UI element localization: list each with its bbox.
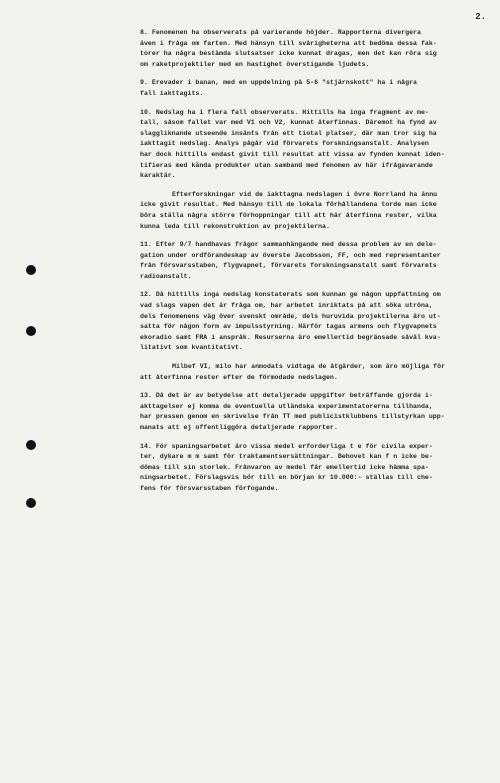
text-line: 14. För spaningsarbetet äro vissa medel erforderliga t e för civila exper-	[140, 442, 433, 450]
text-line: icke givit resultat. Med hänsyn till de lokala förhållandena torde man icke	[140, 201, 437, 209]
text-line: 8. Fenomenen ha observerats på varierande höjder. Rapporterna divergera	[140, 29, 421, 36]
text-line: Efterforskningar vid de iakttagna nedslagen i övre Norrland ha ännu	[172, 190, 438, 198]
text-line: har dock hittills endast givit till resultat att vissa av fynden kunnat iden-	[140, 150, 445, 158]
text-line: gation under ordförandeskap av överste Jacobsson, FF, och med representanter	[140, 251, 441, 259]
text-line: kunna leda till rekonstruktion av projektilerna.	[140, 222, 330, 230]
paragraph	[140, 442, 492, 495]
paragraph	[140, 391, 492, 433]
text-line: om raketprojektiler med en hastighet överstigande ljudets.	[140, 60, 370, 68]
text-line: Milbef VI, milo har anmodats vidtaga de åtgärder, som äro möjliga för	[172, 363, 446, 371]
text-line: iakttagit nedslag. Analys pågår vid förvarets forskningsanstalt. Analysen	[140, 140, 429, 148]
text-line: vad slags vapen det är fråga om, har arbetet inriktats på att söka utröna,	[140, 302, 433, 310]
text-line: ekoradio samt FRA i anspråk. Resurserna äro emellertid begränsade såväl kva-	[140, 333, 441, 341]
paragraph	[140, 190, 492, 232]
text-line: slaggliknande utseende insänts från ett tiotal platser, där man tror sig ha	[140, 129, 437, 137]
page-number: 2.	[475, 12, 486, 22]
text-line: akttagelser ej komma de eventuella utländska experimentatorerna tillhanda,	[140, 402, 433, 410]
punch-hole-icon	[26, 440, 36, 450]
text-line: karaktär.	[140, 172, 176, 180]
paragraph	[140, 240, 492, 282]
paragraph	[140, 290, 492, 354]
text-line: dömas till sin storlek. Frånvaron av medel får emellertid icke hämma spa-	[140, 463, 429, 471]
document-body	[140, 28, 492, 503]
text-line: att återfinna rester efter de förmodade nedslagen.	[140, 373, 338, 381]
paragraph	[140, 28, 492, 70]
text-line: torer ha några bestämda slutsatser icke kunnat dragas, men det kan röra sig	[140, 50, 437, 58]
punch-hole-icon	[26, 498, 36, 508]
text-line: fall iakttagits.	[140, 89, 204, 97]
text-line: ter, dykare m m samt för traktamentsersättningar. Behovet kan f n icke be-	[140, 453, 433, 461]
text-line: 10. Nedslag ha i flera fall observerats. Hittills ha inga fragment av me-	[140, 108, 429, 116]
text-line: även i fråga om farten. Med hänsyn till svårigheterna att bedöma dessa fak-	[140, 39, 437, 47]
text-line: 12. Då hittills inga nedslag konstaterats som kunnan ge någon uppfattning om	[140, 291, 441, 299]
text-line: böra ställa några större förhoppningar till att här återfinna rester, vilka	[140, 211, 437, 219]
text-line: litativt som kvantitativt.	[140, 344, 243, 352]
text-line: 9. Erevader i banan, med en uppdelning på 5-6 "stjärnskott" ha i några	[140, 79, 417, 87]
text-line: tifieras med kända produkter utan samband med fenomen av här ifrågavarande	[140, 161, 433, 169]
paragraph	[140, 78, 492, 99]
text-line: dels fenomenens väg över svenskt område, dels huruvida projektilerna äro ut-	[140, 312, 441, 320]
text-line: har pressen genom en skrivelse från TT med publicistklubbens tillstyrkan upp-	[140, 413, 445, 421]
punch-hole-icon	[26, 326, 36, 336]
text-line: 13. Då det är av betydelse att detaljerade uppgifter beträffande gjorda i-	[140, 392, 433, 400]
text-line: tall, såsom fallet var med V1 och V2, kunnat återfinnas. Däremot ha fynd av	[140, 119, 437, 127]
paragraph	[140, 362, 492, 383]
text-line: manats att ej offentliggöra detaljerade rapporter.	[140, 424, 338, 431]
text-line: från försvarsstaben, flygvapnet, förvarets forskningsanstalt samt förvarets	[140, 262, 437, 270]
text-line: fens för försvarsstaben förfogande.	[140, 484, 279, 492]
text-line: satta för någon form av impulsstyrning. Härför tagas armens och flygvapnets	[140, 323, 437, 331]
text-line: ningsarbetet. Förslagsvis bör till en början kr 10.000:- ställas till che-	[140, 474, 433, 482]
punch-hole-icon	[26, 265, 36, 275]
text-line: 11. Efter 9/7 handhavas frågor sammanhängande med dessa problem av en dele-	[140, 241, 437, 249]
paragraph	[140, 108, 492, 182]
text-line: radioanstalt.	[140, 272, 192, 280]
